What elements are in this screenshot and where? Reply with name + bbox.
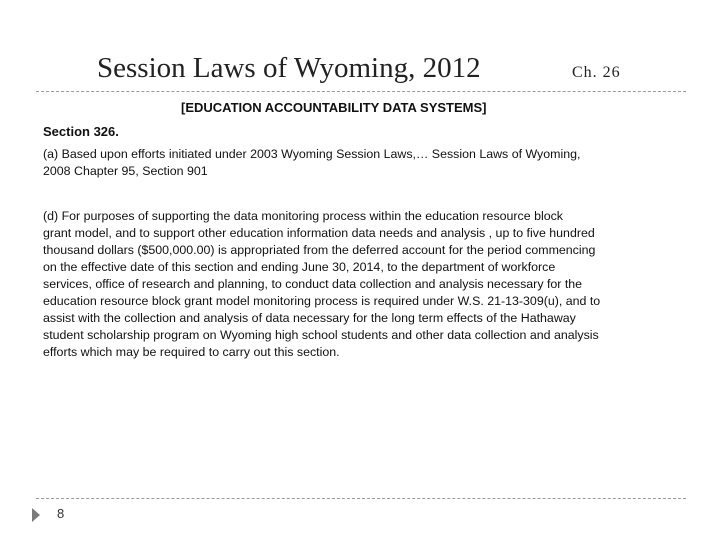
- paragraph-line: on the effective date of this section and ending June 30, 2014, to the department of workforce: [43, 260, 556, 274]
- bullet-arrow-icon: [32, 508, 40, 522]
- paragraph-line: (a) Based upon efforts initiated under 2003 Wyoming Session Laws,… Session Laws of Wyoming,: [43, 147, 581, 161]
- paragraph-line: assist with the collection and analysis of data necessary for the long term effects of the Hathaway: [43, 311, 576, 325]
- paragraph-d: [43, 208, 683, 361]
- paragraph-line: thousand dollars ($500,000.00) is appropriated from the deferred account for the period commencing: [43, 243, 596, 257]
- header-divider: [36, 91, 686, 92]
- paragraph-line: education resource block grant model monitoring process is required under W.S. 21-13-309(u), and to: [43, 294, 601, 308]
- paragraph-line: 2008 Chapter 95, Section 901: [43, 164, 208, 178]
- document-title: Session Laws of Wyoming, 2012: [97, 52, 481, 84]
- paragraph-line: services, office of research and planning, to conduct data collection and analysis necessary for the: [43, 277, 583, 291]
- paragraph-line: student scholarship program on Wyoming high school students and other data collection and analysis: [43, 328, 599, 342]
- section-heading: [EDUCATION ACCOUNTABILITY DATA SYSTEMS]: [181, 100, 487, 115]
- section-number: Section 326.: [43, 124, 119, 139]
- footer-divider: [36, 498, 686, 499]
- paragraph-line: efforts which may be required to carry out this section.: [43, 345, 340, 359]
- chapter-label: Ch. 26: [572, 64, 621, 81]
- page-number: 8: [57, 506, 65, 521]
- paragraph-line: (d) For purposes of supporting the data monitoring process within the education resource block: [43, 209, 564, 223]
- paragraph-a: [43, 146, 683, 180]
- paragraph-line: grant model, and to support other education information data needs and analysis , up to five hundred: [43, 226, 595, 240]
